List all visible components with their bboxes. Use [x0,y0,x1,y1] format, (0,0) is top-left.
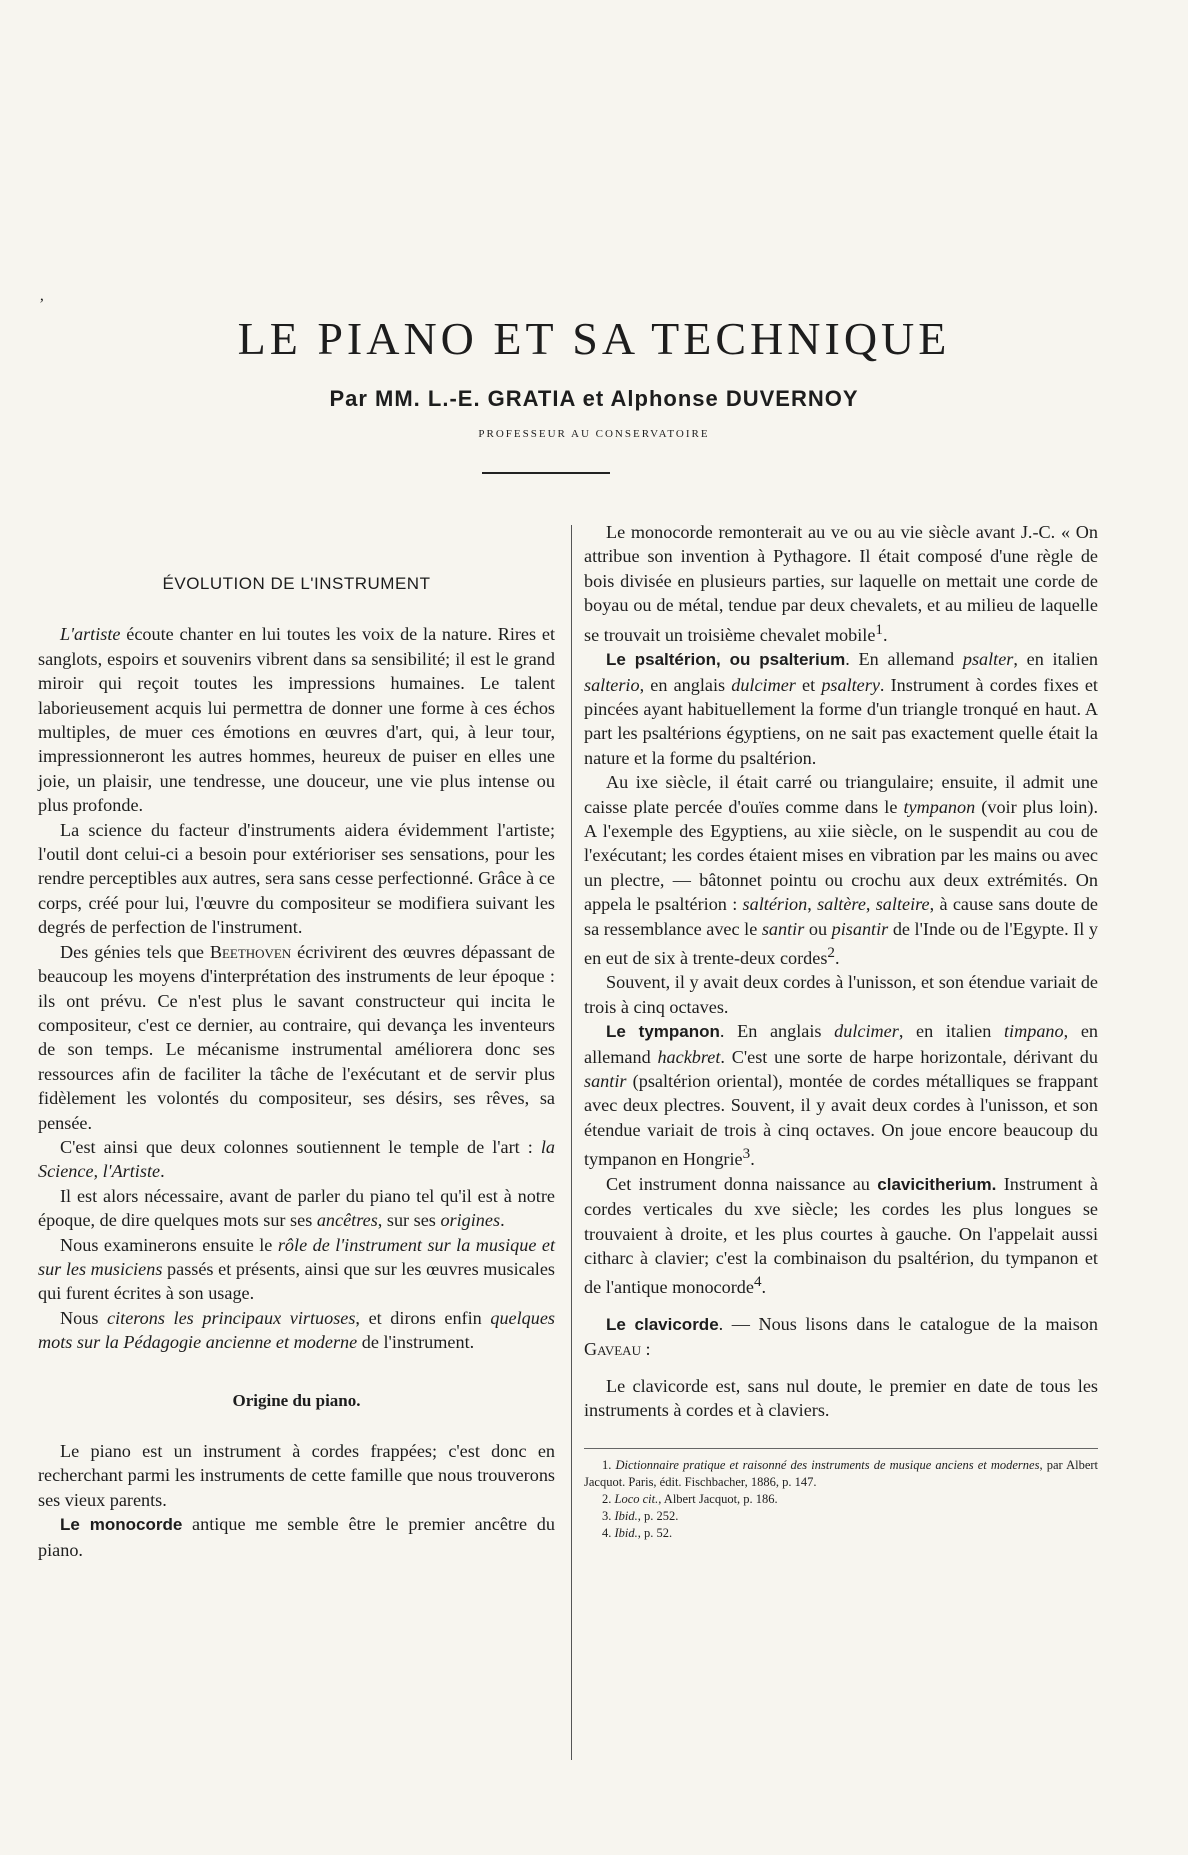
paragraph: Le piano est un instrument à cordes frappées; c'est donc en recherchant parmi les instruments de cette famille que nous trouverons ses vieux parents. [38,1441,555,1510]
paragraph: Au ixe siècle, il était carré ou triangulaire; ensuite, il admit une caisse plate percée d'ouïes comme dans le tympanon (voir plus loin). A l'exemple des Egyptiens, au xiie siècle, on le suspendit au cou de l'exécutant; les cordes étaient mises en vibration par les mains ou avec un plectre, — bâtonnet pointu ou crochu aux deux extrémités. On appela le psaltérion : saltérion, saltère, salteire, à cause sans doute de sa ressemblance avec le santir ou pisantir de l'Inde ou de l'Egypte. Il y en eut de six à trente-deux cordes$^2$. [584,772,1099,969]
paragraph: Cet instrument donna naissance au clavicitherium. Instrument à cordes verticales du xve siècle; les cordes les plus longues se trouvaient à droite, et les plus courtes à gauche. On l'appelait aussi citharc à clavier; c'est la combinaison du psaltérion, du tympanon et de l'antique monocorde$^4$. [584,1173,1099,1298]
paragraph: Le clavicorde est, sans nul doute, le premier en date de tous les instruments à cordes et à claviers. [584,1375,1098,1421]
term: clavicitherium. [877,1174,997,1194]
person-name: Beethoven [209,941,292,962]
paragraph: Le tympanon. En anglais dulcimer, en italien timpano, en allemand hackbret. C'est une sorte de harpe horizontale, dérivant du santir (psaltérion oriental), montée de cordes métalliques se frappant avec deux plectres. Souvent, il y avait deux cordes à l'unisson, et son étendue variait de trois à cinq octaves. On joue encore beaucoup du tympanon en Hongrie$^3$. [584,1021,1098,1170]
company-name: Gaveau [584,1339,641,1360]
paragraph: Le psaltérion, ou psalterium. En allemand psalter, en italien salterio, en anglais dulcimer et psaltery. Instrument à cordes fixes et pincées ayant habituellement la forme d'un triangle tronqué en haut. A part les psaltérions égyptiens, on ne sait pas exactement quelle était la nature et la forme du psaltérion. [584,649,1098,768]
footnote: 4. Ibid., p. 52. [602,1526,673,1541]
paragraph: Des génies tels que Beethoven écrivirent des œuvres dépassant de beaucoup les moyens d'interprétation des instruments de leur époque : ils ont prévu. Ce n'est plus le savant constructeur qui incita le compositeur, c'est ce dernier, au contraire, qui devança les inventeurs de son temps. Le mécanisme instrumental améliorera donc ses ressources afin de faciliter la tâche de l'exécutant et de servir plus fidèlement les volontés du compositeur, ses désirs, ses rêves, sa pensée. [38,941,556,1133]
term: Le clavicorde [606,1314,719,1334]
title-rule [482,472,610,474]
footnote-ref: 3 [742,1145,751,1163]
paragraph: Nous citerons les principaux virtuoses, et dirons enfin quelques mots sur la Pédagogie ancienne et moderne de l'instrument. [38,1307,556,1353]
footnote-ref: 1 [875,620,883,638]
page-title: LE PIANO ET SA TECHNIQUE [237,313,951,364]
paragraph: Le monocorde remonterait au ve ou au vie siècle avant J.-C. « On attribue son invention à Pythagore. Il était composé d'une règle de bois divisée en plusieurs parties, sur laquelle on mettait une corde de boyau ou de métal, tendue par deux chevalets, et au milieu de laquelle se trouvait un troisième chevalet mobile$^1$. [584,522,1098,645]
paragraph: Souvent, il y avait deux cordes à l'unisson, et son étendue variait de trois à cinq octaves. [584,972,1098,1017]
footnote: 2. Loco cit., Albert Jacquot, p. 186. [602,1492,778,1507]
left-column [38,522,555,1562]
term: Le monocorde [60,1515,183,1535]
footnote: 3. Ibid., p. 252. [602,1509,679,1524]
footnote-ref: 2 [827,943,835,961]
footnotes [584,1448,1098,1542]
paragraph: L'artiste écoute chanter en lui toutes les voix de la nature. Rires et sanglots, espoirs et souvenirs vibrent dans sa sensibilité; il est le grand miroir qui reçoit toutes les impressions humaines. Le talent laborieusement acquis lui permettra de donner une forme à ces échos multiples, de muer ces émotions en œuvres d'art, qui, à leur tour, impressionneront les autres hommes, heureux de puiser en elles une joie, un plaisir, une tendresse, une douceur, une vie plus intense ou plus profonde. [38,624,555,816]
paragraph: C'est ainsi que deux colonnes soutiennent le temple de l'art : la Science, l'Artiste. [38,1136,555,1182]
footnote-ref: 4 [753,1273,762,1291]
right-column [584,520,1098,1542]
subsection-heading: Origine du piano. [232,1390,361,1410]
paragraph: Nous examinerons ensuite le rôle de l'instrument sur la musique et sur les musiciens passés et présents, ainsi que sur les œuvres musicales qui furent écrites à son usage. [38,1234,555,1304]
paragraph: Le clavicorde. — Nous lisons dans le catalogue de la maison Gaveau : [584,1313,1098,1360]
stray-mark: ʼ [38,296,44,313]
paragraph: La science du facteur d'instruments aidera évidemment l'artiste; l'outil dont celui-ci a besoin pour extérioriser ses sensations, pour les rendre perceptibles aux autres, sera sans cesse perfectionné. Grâce à ce corps, créé pour lui, l'œuvre du compositeur se modifiera suivant les degrés de perfection de l'instrument. [38,819,555,938]
author-byline: Par MM. L.-E. GRATIA et Alphonse DUVERNOY [329,386,859,411]
section-heading: ÉVOLUTION DE L'INSTRUMENT [162,574,431,593]
column-divider [571,525,572,1760]
paragraph: Il est alors nécessaire, avant de parler du piano tel qu'il est à notre époque, de dire quelques mots sur ses ancêtres, sur ses origines. [38,1185,555,1231]
term: Le psaltérion, ou psalterium [606,650,846,670]
term: Le tympanon [606,1022,720,1042]
footnote: 1. Dictionnaire pratique et raisonné des instruments de musique anciens et modernes, par Albert Jacquot. Paris, édit. Fischbacher, 1886, p. 147. [584,1458,1099,1490]
paragraph: Le monocorde antique me semble être le premier ancêtre du piano. [38,1514,555,1560]
author-affiliation: PROFESSEUR AU CONSERVATOIRE [478,428,710,440]
